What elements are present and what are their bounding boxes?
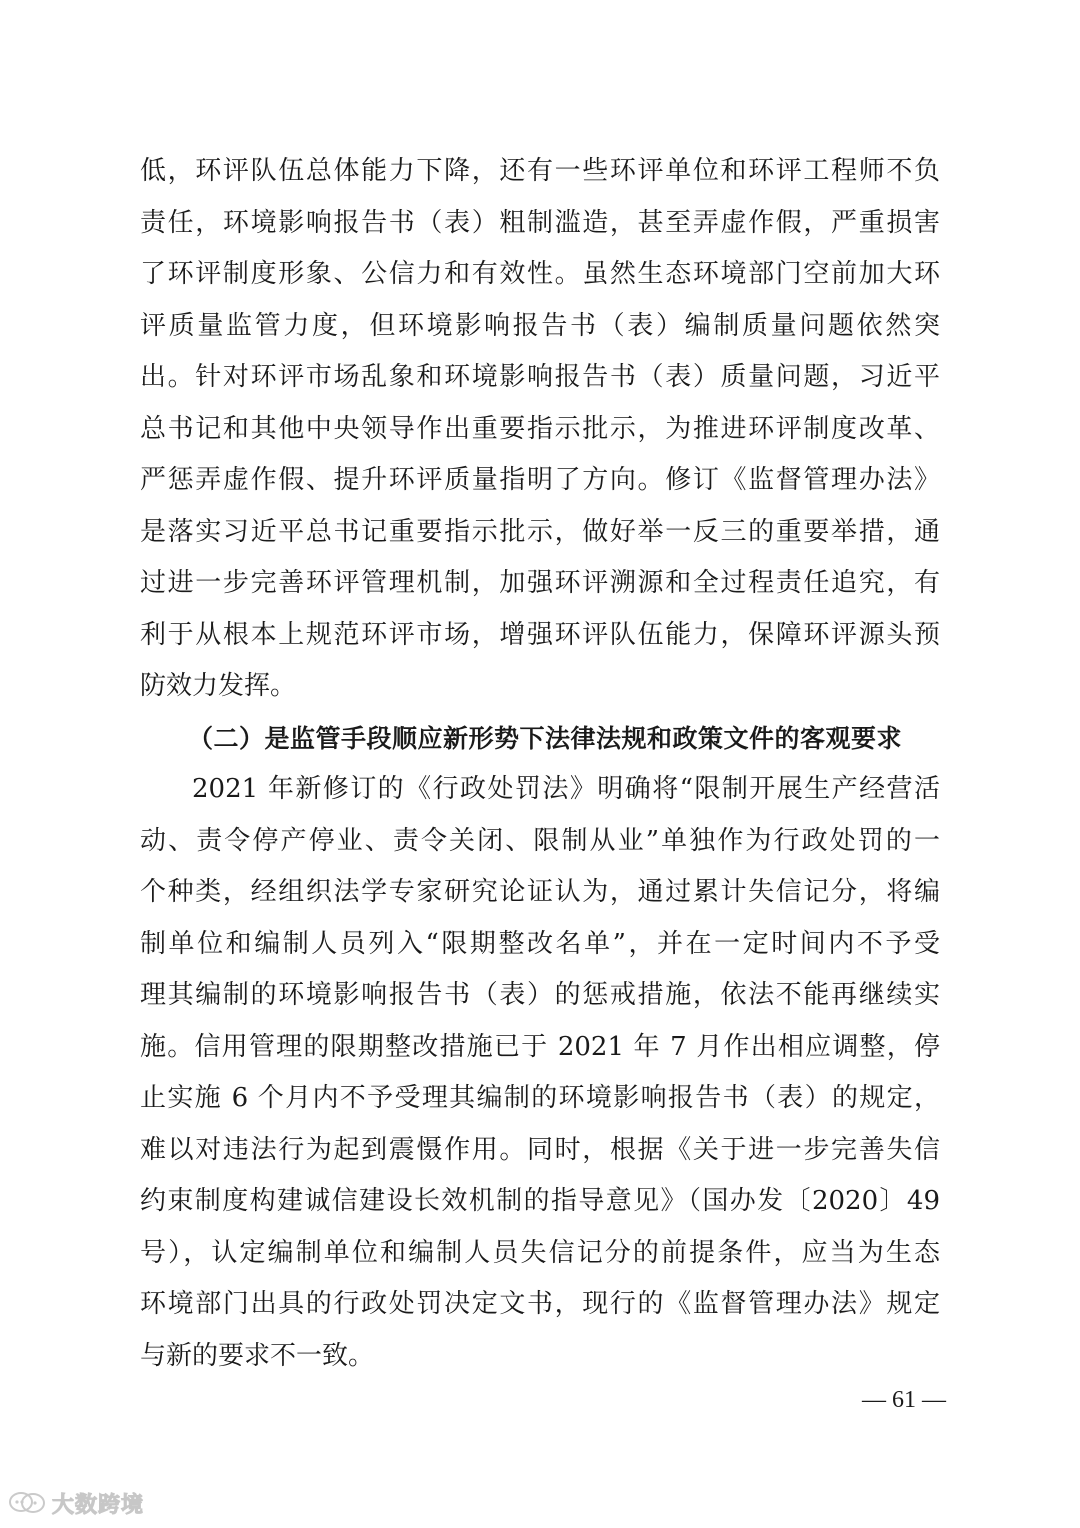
page-number: — 61 — [862,1387,946,1413]
watermark [8,1488,144,1518]
body-line: 个种类，经组织法学专家研究论证认为，通过累计失信记分，将编 [140,877,940,907]
body-line: 号），认定编制单位和编制人员失信记分的前提条件，应当为生态 [140,1237,940,1268]
body-line: 过进一步完善环评管理机制，加强环评溯源和全过程责任追究，有 [140,568,940,598]
body-line: 理其编制的环境影响报告书（表）的惩戒措施，依法不能再继续实 [140,980,940,1010]
document-body [140,146,940,1382]
body-line: 止实施 6 个月内不予受理其编制的环境影响报告书（表）的规定， [140,1083,940,1113]
body-line: 评质量监管力度，但环境影响报告书（表）编制质量问题依然突 [140,310,940,341]
body-line: 是落实习近平总书记重要指示批示，做好举一反三的重要举措，通 [140,516,940,547]
watermark-text: 大数跨境 [52,1492,145,1518]
body-line: 利于从根本上规范环评市场，增强环评队伍能力，保障环评源头预 [140,619,940,650]
body-line: 制单位和编制人员列入“限期整改名单”，并在一定时间内不予受 [140,928,940,959]
body-line: 严惩弄虚作假、提升环评质量指明了方向。修订《监督管理办法》 [140,465,940,495]
body-line: 低，环评队伍总体能力下降，还有一些环评单位和环评工程师不负 [140,156,940,186]
body-line: 施。信用管理的限期整改措施已于 2021 年 7 月作出相应调整，停 [140,1031,940,1062]
body-line: 难以对违法行为起到震慑作用。同时，根据《关于进一步完善失信 [140,1134,940,1165]
body-line: 环境部门出具的行政处罚决定文书，现行的《监督管理办法》规定 [140,1289,940,1319]
body-line: 责任，环境影响报告书（表）粗制滥造，甚至弄虚作假，严重损害 [140,207,940,238]
body-line: 约束制度构建诚信建设长效机制的指导意见》（国办发〔2020〕49 [140,1186,940,1216]
body-line: 防效力发挥。 [140,671,297,701]
body-line: 动、责令停产停业、责令关闭、限制从业”单独作为行政处罚的一 [140,825,940,856]
body-line: 了环评制度形象、公信力和有效性。虽然生态环境部门空前加大环 [140,259,940,289]
body-line: 出。针对环评市场乱象和环境影响报告书（表）质量问题，习近平 [140,362,940,392]
chat-bubble-icon [8,1490,46,1516]
body-line: 2021 年新修订的《行政处罚法》明确将“限制开展生产经营活 [192,774,940,804]
body-line: 总书记和其他中央领导作出重要指示批示，为推进环评制度改革、 [140,413,940,444]
body-line: 与新的要求不一致。 [140,1340,375,1371]
section-heading: （二）是监管手段顺应新形势下法律法规和政策文件的客观要求 [188,723,903,753]
